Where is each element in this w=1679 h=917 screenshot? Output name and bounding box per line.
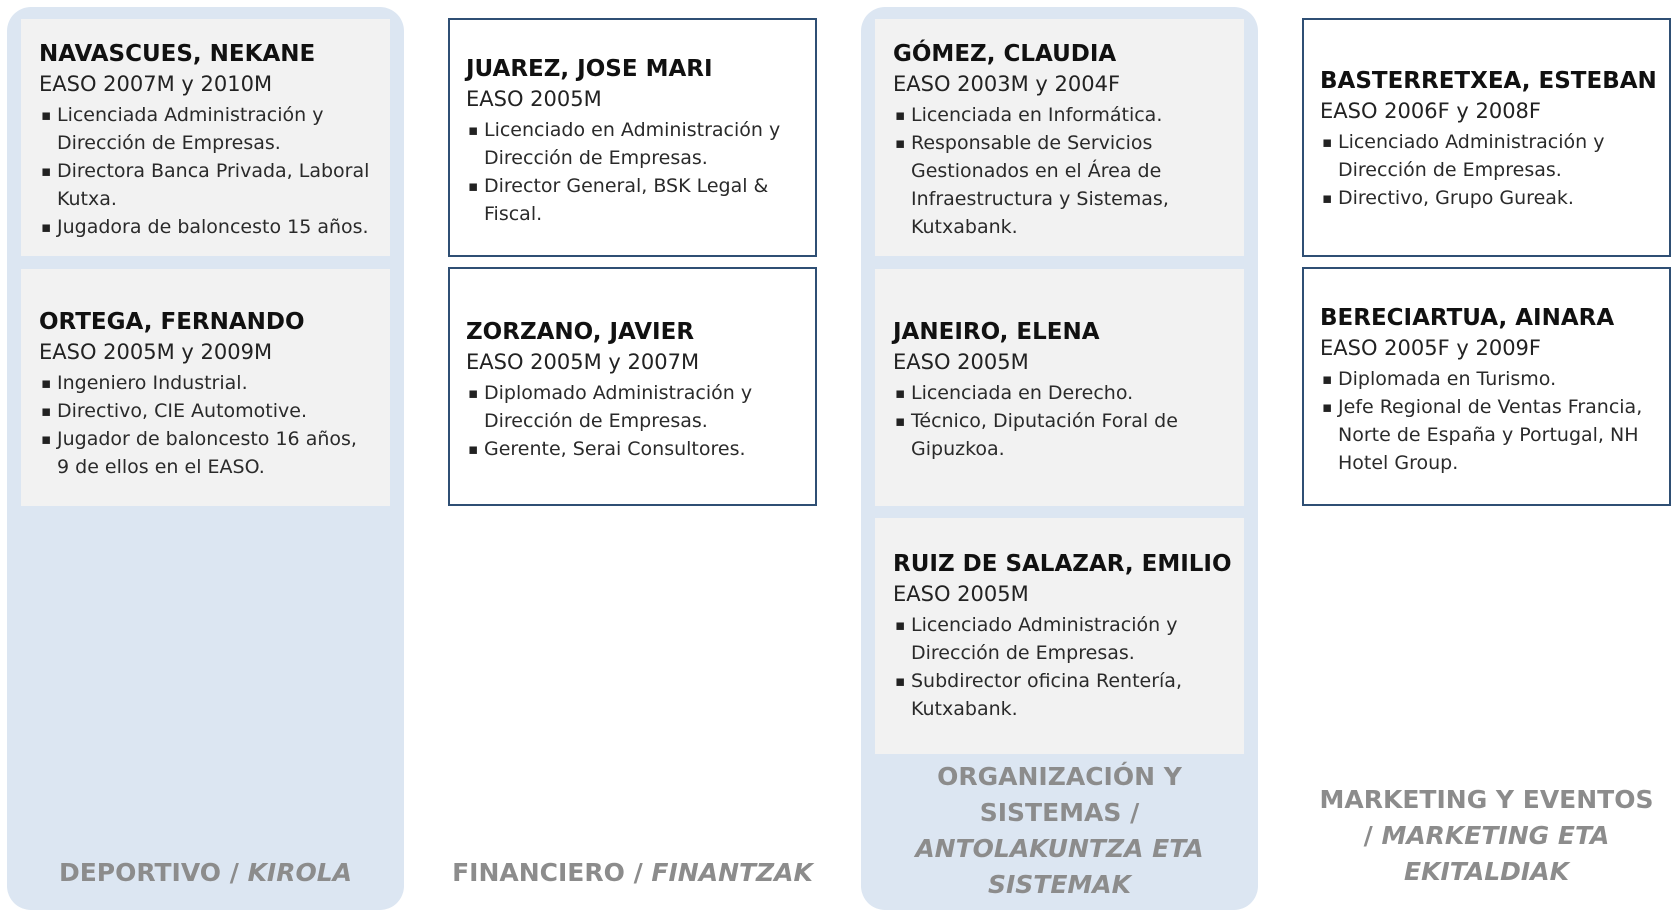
member-bullet: ▪ Directora Banca Privada, Laboral Kutxa. [39,157,372,213]
member-card [875,19,1244,256]
column-marketing-eventos [1288,7,1679,910]
member-bullet-list [466,379,799,463]
member-bullet: ▪ Ingeniero Industrial. [39,369,372,397]
member-name: BASTERRETXEA, ESTEBAN [1320,68,1657,94]
member-bullet: ▪ Directivo, CIE Automotive. [39,397,372,425]
member-easo-years: EASO 2005M [466,87,602,111]
member-card [1302,18,1671,257]
column-label [7,855,404,891]
label-basque: MARKETING ETA EKITALDIAK [1381,821,1610,886]
member-bullet-list [893,611,1226,723]
member-bullet-list [466,116,799,228]
member-bullet: ▪ Jefe Regional de Ventas Francia, Norte de España y Portugal, NH Hotel Group. [1320,393,1653,477]
member-bullet: ▪ Licenciada Administración y Dirección de Empresas. [39,101,372,157]
member-bullet: ▪ Gerente, Serai Consultores. [466,435,799,463]
label-spanish: ORGANIZACIÓN Y SISTEMAS / [937,762,1182,827]
member-easo-years: EASO 2005M [893,582,1029,606]
member-bullet: ▪ Director General, BSK Legal & Fiscal. [466,172,799,228]
member-easo-years: EASO 2005M [893,350,1029,374]
member-easo-years: EASO 2005M y 2007M [466,350,700,374]
member-bullet: ▪ Licenciado en Administración y Dirección de Empresas. [466,116,799,172]
label-spanish: FINANCIERO / [452,858,652,887]
member-easo-years: EASO 2005F y 2009F [1320,336,1541,360]
column-label [1288,782,1679,890]
member-bullet: ▪ Directivo, Grupo Gureak. [1320,184,1653,212]
member-bullet: ▪ Licenciada en Derecho. [893,379,1226,407]
member-card [1302,267,1671,506]
member-name: GÓMEZ, CLAUDIA [893,41,1117,67]
member-bullet: ▪ Diplomado Administración y Dirección de Empresas. [466,379,799,435]
member-bullet-list [1320,128,1653,212]
column-deportivo [7,7,404,910]
member-easo-years: EASO 2007M y 2010M [39,72,273,96]
member-easo-years: EASO 2005M y 2009M [39,340,273,364]
member-bullet: ▪ Diplomada en Turismo. [1320,365,1653,393]
member-easo-years: EASO 2003M y 2004F [893,72,1121,96]
member-name: BERECIARTUA, AINARA [1320,305,1615,331]
member-bullet: ▪ Subdirector oficina Rentería, Kutxabank. [893,667,1226,723]
member-bullet-list [1320,365,1653,477]
member-name: JANEIRO, ELENA [893,319,1100,345]
member-card [21,19,390,256]
column-organizacion-sistemas [861,7,1258,910]
member-bullet: ▪ Licenciado Administración y Dirección de Empresas. [1320,128,1653,184]
member-bullet: ▪ Técnico, Diputación Foral de Gipuzkoa. [893,407,1226,463]
member-name: JUAREZ, JOSE MARI [466,56,713,82]
member-name: RUIZ DE SALAZAR, EMILIO [893,551,1232,577]
label-basque: KIROLA [247,858,353,887]
member-bullet: ▪ Licenciada en Informática. [893,101,1226,129]
member-card [875,269,1244,506]
column-label [434,855,831,891]
member-easo-years: EASO 2006F y 2008F [1320,99,1541,123]
member-bullet-list [893,101,1226,241]
label-spanish: MARKETING Y EVENTOS / [1319,785,1654,850]
column-label [861,759,1258,903]
label-basque: ANTOLAKUNTZA ETA SISTEMAK [915,834,1204,899]
member-card [21,269,390,506]
member-bullet-list [39,369,372,481]
member-bullet: ▪ Licenciado Administración y Dirección de Empresas. [893,611,1226,667]
member-name: ZORZANO, JAVIER [466,319,695,345]
member-card [448,18,817,257]
member-name: NAVASCUES, NEKANE [39,41,316,67]
member-name: ORTEGA, FERNANDO [39,309,305,335]
member-card [448,267,817,506]
member-bullet: ▪ Responsable de Servicios Gestionados en el Área de Infraestructura y Sistemas, Kutxabank. [893,129,1226,241]
label-basque: FINANTZAK [651,858,813,887]
member-card [875,518,1244,754]
member-bullet: ▪ Jugador de baloncesto 16 años, 9 de ellos en el EASO. [39,425,372,481]
member-bullet: ▪ Jugadora de baloncesto 15 años. [39,213,372,241]
column-financiero [434,7,831,910]
member-bullet-list [893,379,1226,463]
member-bullet-list [39,101,372,241]
label-spanish: DEPORTIVO / [58,858,248,887]
